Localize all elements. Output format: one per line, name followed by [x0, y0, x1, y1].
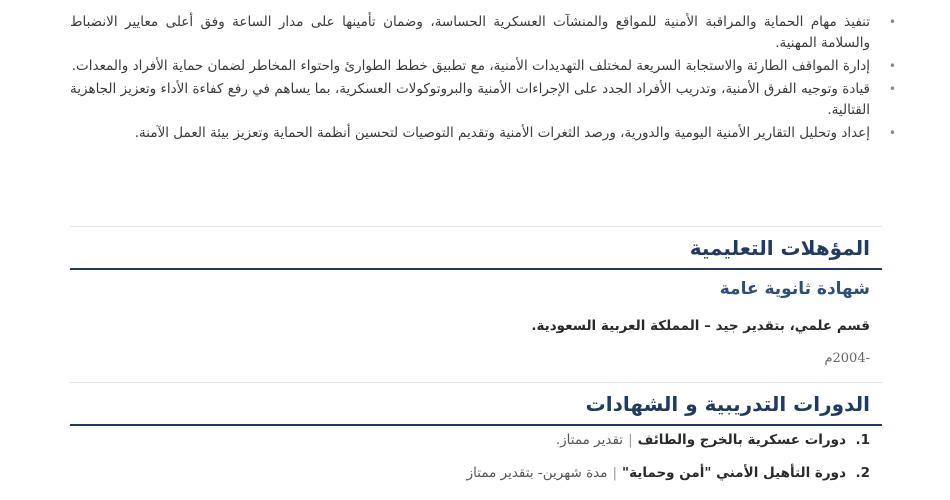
bullet-text: إدارة المواقف الطارئة والاستجابة السريعة لمختلف التهديدات الأمنية، مع تطبيق خطط الطوارئ واحتواء المخاطر لضمان حماية الأفراد والمعدات. — [71, 58, 870, 74]
course-item — [467, 430, 870, 450]
course-name: دورات عسكرية بالخرج والطائف — [637, 432, 846, 448]
degree-department: قسم علمي، بتقدير جيد – المملكة العربية السعودية. — [531, 318, 870, 334]
course-detail: مدة شهرين- بتقدير ممتاز — [466, 465, 608, 481]
experience-bullet — [70, 56, 896, 77]
degree-title: شهادة ثانوية عامة — [719, 279, 870, 299]
course-detail: تقدير ممتاز. — [555, 432, 624, 448]
bullet-icon: • — [888, 82, 896, 96]
bullet-icon: • — [888, 15, 896, 29]
education-title-underline — [70, 268, 882, 270]
bullet-icon: • — [888, 59, 896, 73]
section-divider — [70, 226, 882, 227]
courses-title-underline — [70, 424, 882, 426]
experience-bullet — [70, 12, 896, 54]
education-section-title: المؤهلات التعليمية — [689, 236, 870, 260]
course-separator: | — [612, 465, 618, 481]
courses-section-title: الدورات التدريبية و الشهادات — [585, 392, 870, 416]
bullet-text: قيادة وتوجيه الفرق الأمنية، وتدريب الأفراد الجدد على الإجراءات الأمنية والبروتوكولات العسكرية، بما يساهم في رفع كفاءة الأداء وتعزيز الجاهزية القتالية. — [70, 81, 870, 118]
degree-year: -2004م — [824, 351, 870, 366]
course-number: 2. — [855, 465, 870, 481]
bullet-text: إعداد وتحليل التقارير الأمنية اليومية والدورية، ورصد الثغرات الأمنية وتقديم التوصيات لتحسين أنظمة الحماية وتعزيز بيئة العمل الآمنة. — [134, 125, 870, 141]
courses-list — [467, 430, 870, 496]
course-item — [467, 463, 870, 483]
experience-bullet-list — [70, 12, 896, 146]
course-number: 1. — [855, 432, 870, 448]
course-separator: | — [628, 432, 633, 448]
bullet-icon: • — [888, 126, 896, 140]
section-divider — [70, 382, 882, 383]
experience-bullet — [70, 79, 896, 121]
course-name: دورة التأهيل الأمني "أمن وحماية" — [622, 465, 846, 481]
bullet-text: تنفيذ مهام الحماية والمراقبة الأمنية للمواقع والمنشآت العسكرية الحساسة، وضمان تأمينها على مدار الساعة وفق أعلى معايير الانضباط والسلامة المهنية. — [70, 14, 870, 51]
experience-bullet — [70, 123, 896, 144]
